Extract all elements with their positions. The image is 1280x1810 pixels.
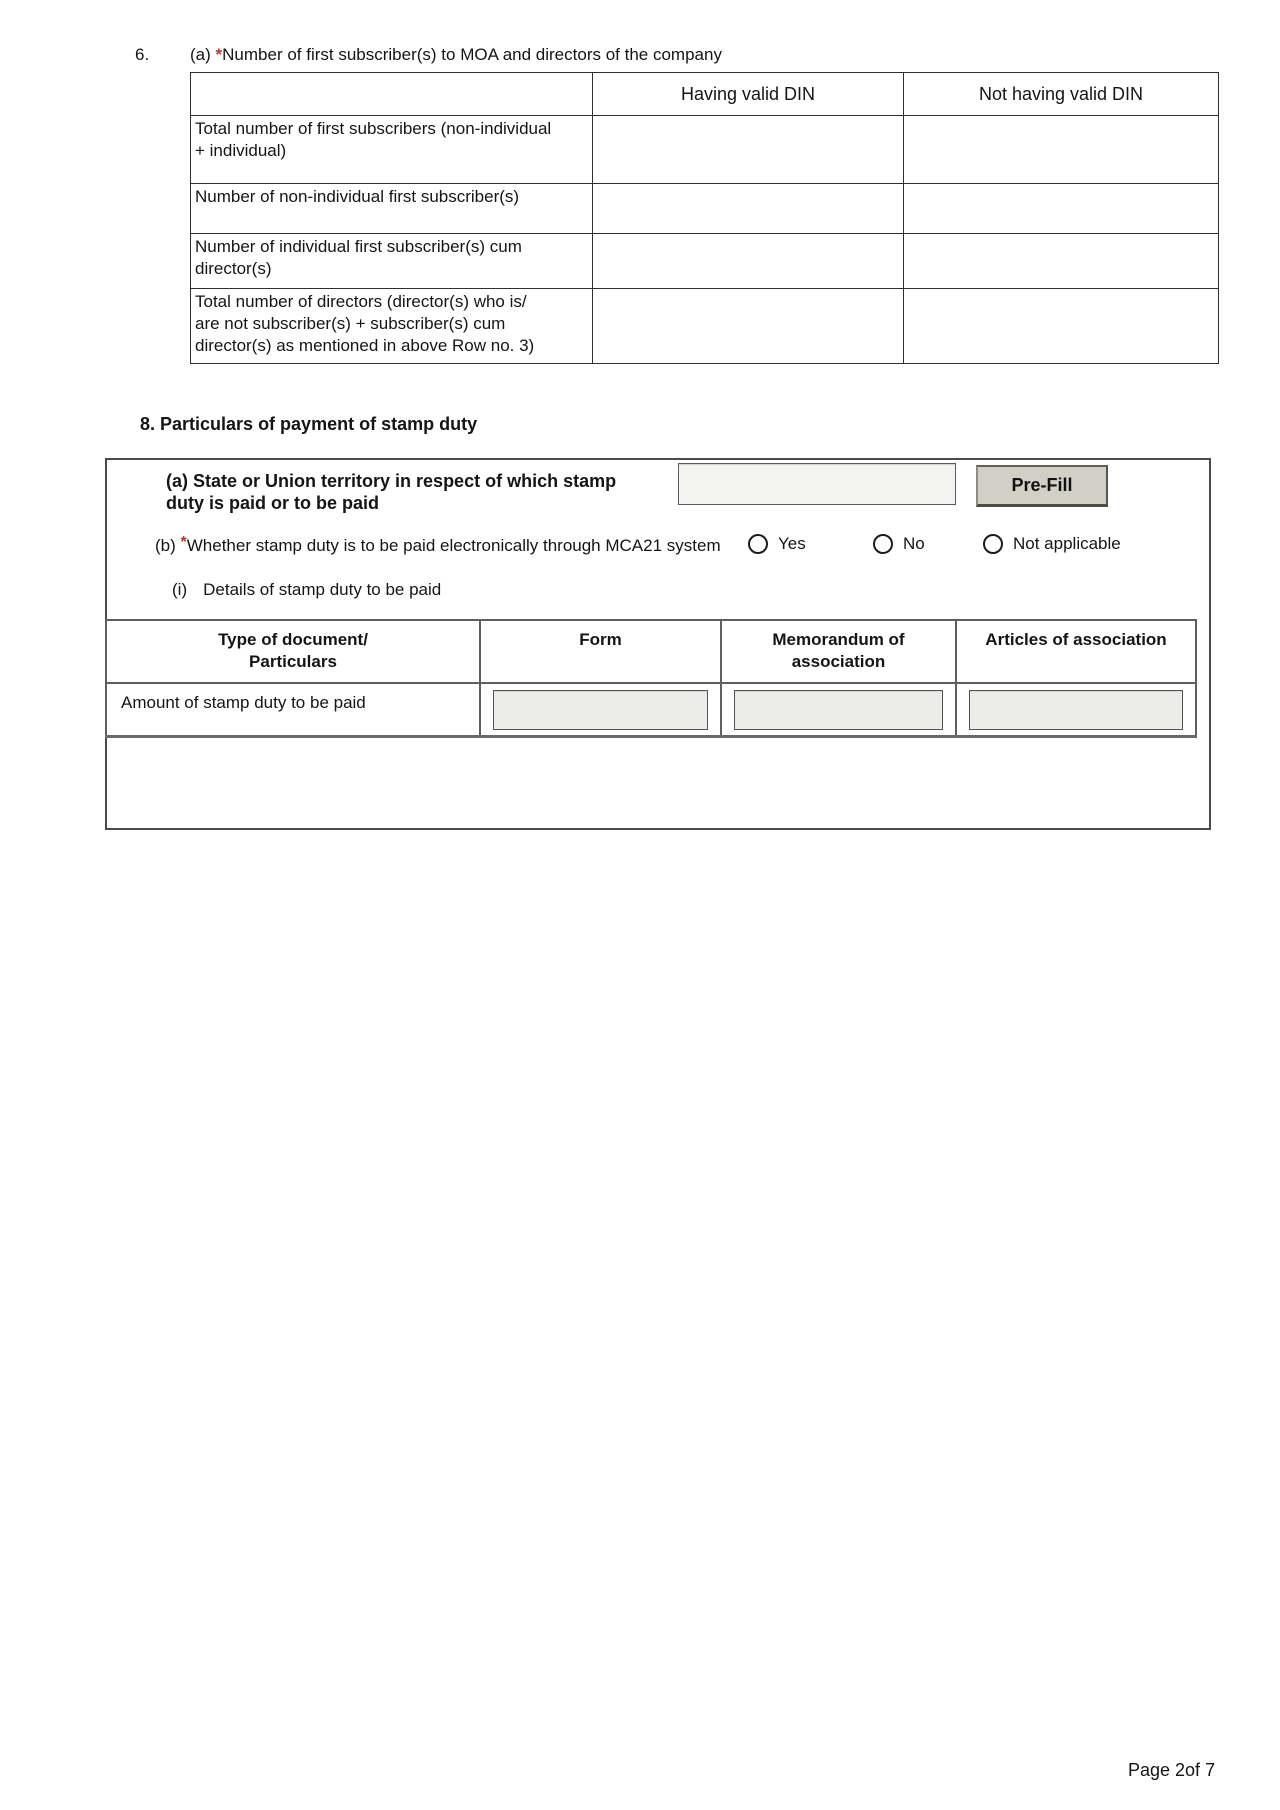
- radio-yes-label: Yes: [778, 534, 806, 553]
- details-prefix: (i): [172, 580, 188, 599]
- corner-cell: [191, 73, 593, 116]
- row-label-total-directors: Total number of directors (director(s) who is/ are not subscriber(s) + subscriber(s) cum director(s) as mentioned in above Row no. 3): [195, 292, 535, 355]
- row-label-total-subscribers: Total number of first subscribers (non-individual + individual): [195, 119, 552, 160]
- col-header-not-having-din: Not having valid DIN: [904, 73, 1219, 116]
- state-input[interactable]: [678, 463, 956, 505]
- prefill-button[interactable]: Pre-Fill: [976, 465, 1108, 507]
- value-cell-having-din: [593, 116, 904, 184]
- radio-not-applicable-label: Not applicable: [1013, 534, 1121, 553]
- col-header-memorandum: Memorandum of association: [721, 620, 956, 683]
- col-header-type-of-document: Type of document/ Particulars: [106, 620, 480, 683]
- details-label-text: Details of stamp duty to be paid: [203, 580, 442, 599]
- amount-form-input[interactable]: [493, 690, 708, 730]
- amount-moa-cell: [721, 683, 956, 737]
- electronic-payment-prefix: (b): [155, 536, 176, 555]
- table-row: [191, 289, 1219, 364]
- subscribers-table: [190, 72, 1219, 364]
- stamp-duty-table: [105, 619, 1197, 738]
- value-cell-not-having-din: [904, 234, 1219, 289]
- value-cell-having-din: [593, 184, 904, 234]
- row-label-amount: Amount of stamp duty to be paid: [106, 683, 480, 737]
- row-label-non-individual: Number of non-individual first subscriber(s): [195, 187, 520, 206]
- radio-yes[interactable]: [748, 534, 806, 554]
- details-stamp-duty-label: [172, 580, 441, 600]
- value-cell-having-din: [593, 289, 904, 364]
- table-row: [191, 234, 1219, 289]
- amount-form-cell: [480, 683, 721, 737]
- radio-no[interactable]: [873, 534, 925, 554]
- table-row: [191, 184, 1219, 234]
- amount-aoa-input[interactable]: [969, 690, 1183, 730]
- radio-circle-icon[interactable]: [983, 534, 1003, 554]
- state-field-prefix: (a): [166, 471, 188, 491]
- value-cell-not-having-din: [904, 116, 1219, 184]
- amount-moa-input[interactable]: [734, 690, 943, 730]
- col-header-having-din: Having valid DIN: [593, 73, 904, 116]
- electronic-payment-label: [155, 534, 721, 556]
- stamp-duty-panel: [105, 458, 1211, 830]
- required-asterisk: *: [180, 534, 187, 551]
- item6-prefix: (a): [190, 45, 211, 64]
- radio-not-applicable[interactable]: [983, 534, 1121, 554]
- page-number: Page 2of 7: [1128, 1760, 1216, 1780]
- value-cell-not-having-din: [904, 184, 1219, 234]
- amount-aoa-cell: [956, 683, 1196, 737]
- radio-circle-icon[interactable]: [748, 534, 768, 554]
- section8-title: 8. Particulars of payment of stamp duty: [140, 414, 478, 434]
- radio-no-label: No: [903, 534, 925, 553]
- electronic-payment-label-text: Whether stamp duty is to be paid electronically through MCA21 system: [186, 536, 721, 555]
- item6-label: Number of first subscriber(s) to MOA and directors of the company: [222, 45, 722, 64]
- col-header-form: Form: [480, 620, 721, 683]
- state-field-label: [166, 470, 646, 514]
- row-label-individual-cum-director: Number of individual first subscriber(s) cum director(s): [195, 237, 522, 278]
- value-cell-not-having-din: [904, 289, 1219, 364]
- required-asterisk: *: [215, 45, 223, 64]
- item6-number: 6.: [135, 45, 150, 64]
- item6-heading: [190, 45, 722, 65]
- table-row: [191, 116, 1219, 184]
- state-field-label-text: State or Union territory in respect of which stamp duty is paid or to be paid: [166, 471, 617, 513]
- radio-circle-icon[interactable]: [873, 534, 893, 554]
- value-cell-having-din: [593, 234, 904, 289]
- col-header-articles: Articles of association: [956, 620, 1196, 683]
